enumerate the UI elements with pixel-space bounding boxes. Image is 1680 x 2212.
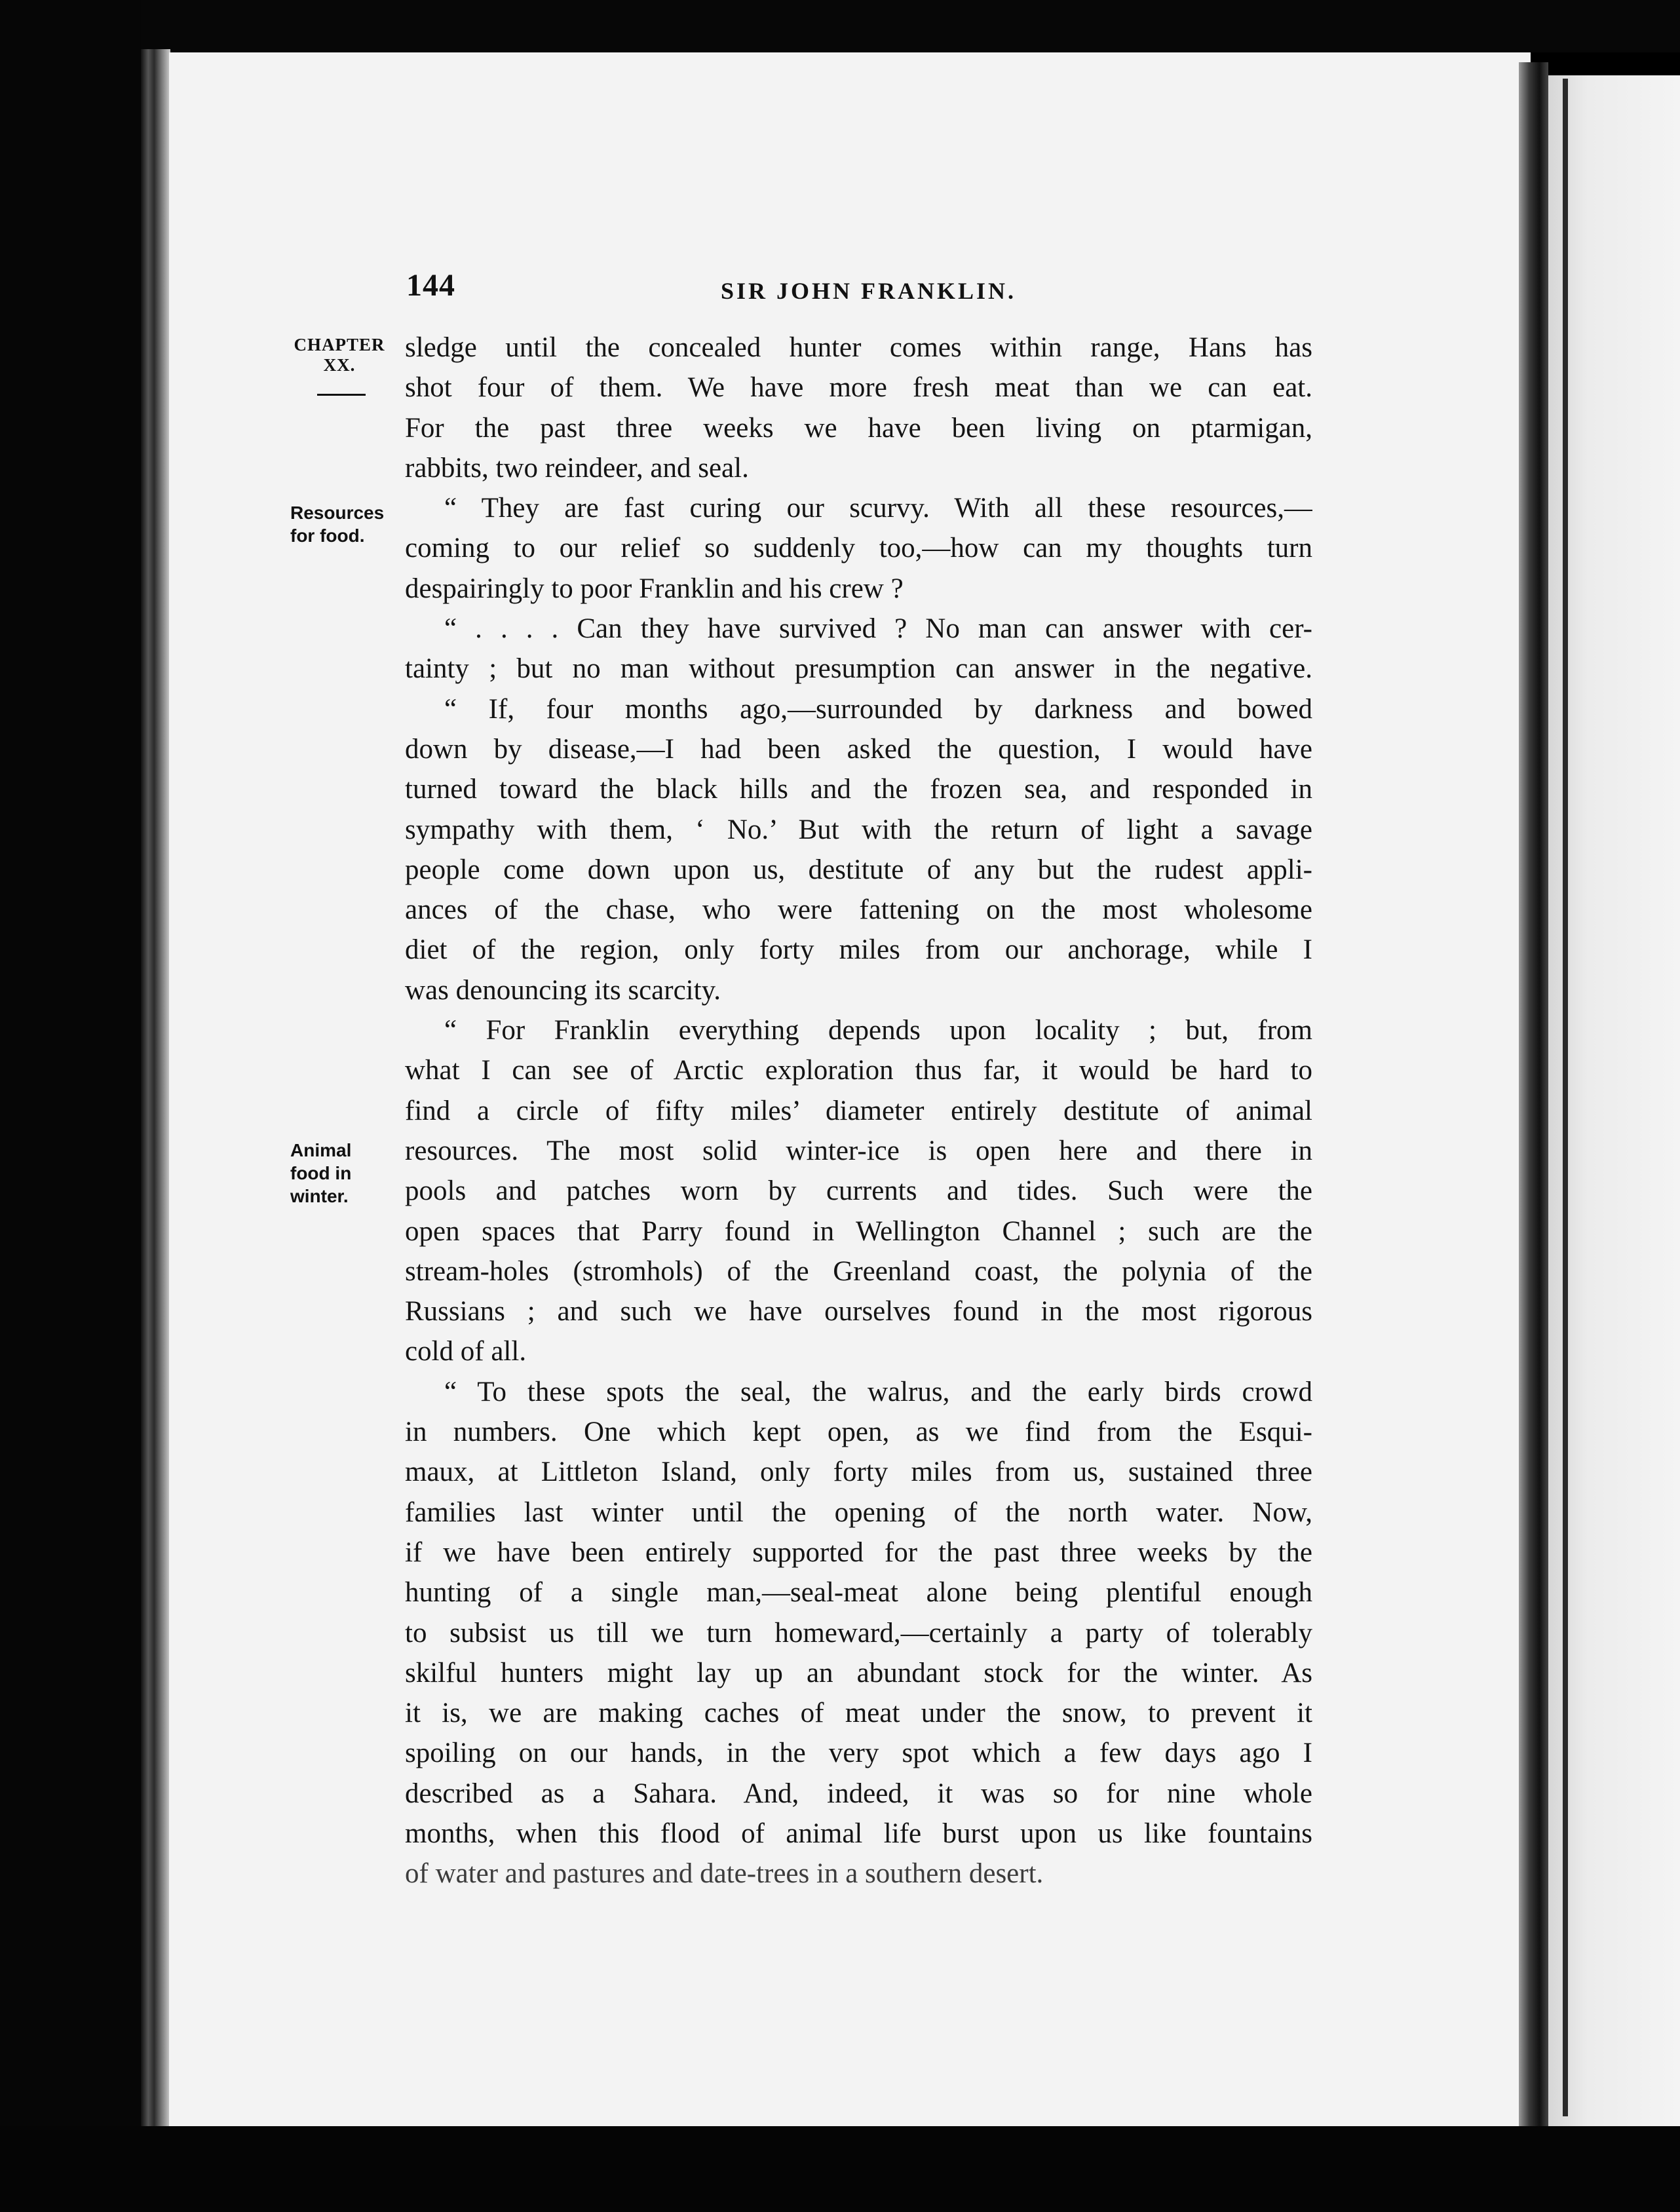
scan-bottom-border (0, 2126, 1680, 2212)
side-note-resources (290, 501, 389, 547)
side-note-animal-food (290, 1139, 389, 1208)
text-line: sledge until the concealed hunter comes within range, Hans has (405, 332, 1312, 363)
adjacent-page-line (1563, 79, 1568, 2116)
text-line: despairingly to poor Franklin and his crew ? (405, 573, 904, 604)
chapter-rule (317, 394, 366, 396)
text-line: turned toward the black hills and the frozen sea, and responded in (405, 774, 1312, 805)
text-line: ances of the chase, who were fattening on the most wholesome (405, 894, 1312, 926)
text-line: hunting of a single man,—seal-meat alone being plentiful enough (405, 1577, 1312, 1609)
text-line: “ If, four months ago,—surrounded by darkness and bowed (444, 693, 1312, 725)
text-line: in numbers. One which kept open, as we find from the Esqui- (405, 1417, 1312, 1448)
text-line: “ . . . . Can they have survived ? No man can answer with cer- (444, 613, 1312, 645)
text-line: find a circle of fifty miles’ diameter entirely destitute of animal (405, 1095, 1312, 1126)
text-line: was denouncing its scarcity. (405, 974, 721, 1006)
text-line: described as a Sahara. And, indeed, it was so for nine whole (405, 1778, 1312, 1809)
text-line: of water and pastures and date-trees in a southern desert. (405, 1858, 1044, 1890)
side-note-line: winter. (290, 1186, 349, 1206)
text-line: it is, we are making caches of meat under the snow, to prevent it (405, 1698, 1312, 1729)
text-line: months, when this flood of animal life burst upon us like fountains (405, 1818, 1312, 1849)
text-line: down by disease,—I had been asked the question, I would have (405, 733, 1312, 765)
chapter-number: XX. (323, 355, 356, 375)
text-line: spoiling on our hands, in the very spot which a few days ago I (405, 1738, 1312, 1769)
text-line: “ They are fast curing our scurvy. With all these resources,— (444, 493, 1312, 524)
side-note-line: Resources (290, 503, 385, 523)
text-line: shot four of them. We have more fresh meat than we can eat. (405, 372, 1312, 404)
text-line: maux, at Littleton Island, only forty miles from us, sustained three (405, 1457, 1312, 1488)
body-text (405, 328, 1312, 1894)
text-line: “ To these spots the seal, the walrus, and the early birds crowd (444, 1376, 1312, 1407)
text-line: coming to our relief so suddenly too,—how can my thoughts turn (405, 533, 1312, 564)
page-gutter-shadow (1519, 62, 1548, 2126)
running-title: SIR JOHN FRANKLIN. (721, 278, 1017, 304)
text-line: stream-holes (stromhols) of the Greenland coast, the polynia of the (405, 1255, 1312, 1287)
scan-top-border (141, 0, 1680, 52)
side-note-line: Animal (290, 1140, 352, 1160)
page-number: 144 (406, 268, 455, 303)
text-line: families last winter until the opening of the north water. Now, (405, 1497, 1312, 1528)
text-line: resources. The most solid winter-ice is open here and there in (405, 1135, 1312, 1166)
side-note-line: for food. (290, 525, 365, 546)
text-line: to subsist us till we turn homeward,—certainly a party of tolerably (405, 1617, 1312, 1649)
chapter-marker (290, 335, 389, 375)
text-line: “ For Franklin everything depends upon locality ; but, from (444, 1015, 1312, 1046)
text-line: Russians ; and such we have ourselves found in the most rigorous (405, 1296, 1312, 1327)
text-line: skilful hunters might lay up an abundant stock for the winter. As (405, 1657, 1312, 1688)
adjacent-page-edge (1548, 75, 1680, 2126)
scan-left-border (0, 0, 141, 2212)
text-line: if we have been entirely supported for the past three weeks by the (405, 1536, 1312, 1568)
text-line: For the past three weeks we have been living on ptarmigan, (405, 412, 1312, 444)
chapter-label: CHAPTER (294, 335, 385, 354)
text-line: cold of all. (405, 1336, 527, 1367)
side-note-line: food in (290, 1163, 352, 1183)
text-line: what I can see of Arctic exploration thus far, it would be hard to (405, 1055, 1312, 1086)
text-line: tainty ; but no man without presumption can answer in the negative. (405, 653, 1312, 685)
text-line: pools and patches worn by currents and tides. Such were the (405, 1175, 1312, 1207)
text-line: diet of the region, only forty miles from our anchorage, while I (405, 934, 1312, 966)
book-spine-shadow (141, 49, 170, 2126)
text-line: people come down upon us, destitute of any but the rudest appli- (405, 854, 1312, 885)
text-line: sympathy with them, ‘ No.’ But with the return of light a savage (405, 814, 1312, 845)
text-line: open spaces that Parry found in Wellington Channel ; such are the (405, 1215, 1312, 1247)
text-line: rabbits, two reindeer, and seal. (405, 452, 749, 484)
